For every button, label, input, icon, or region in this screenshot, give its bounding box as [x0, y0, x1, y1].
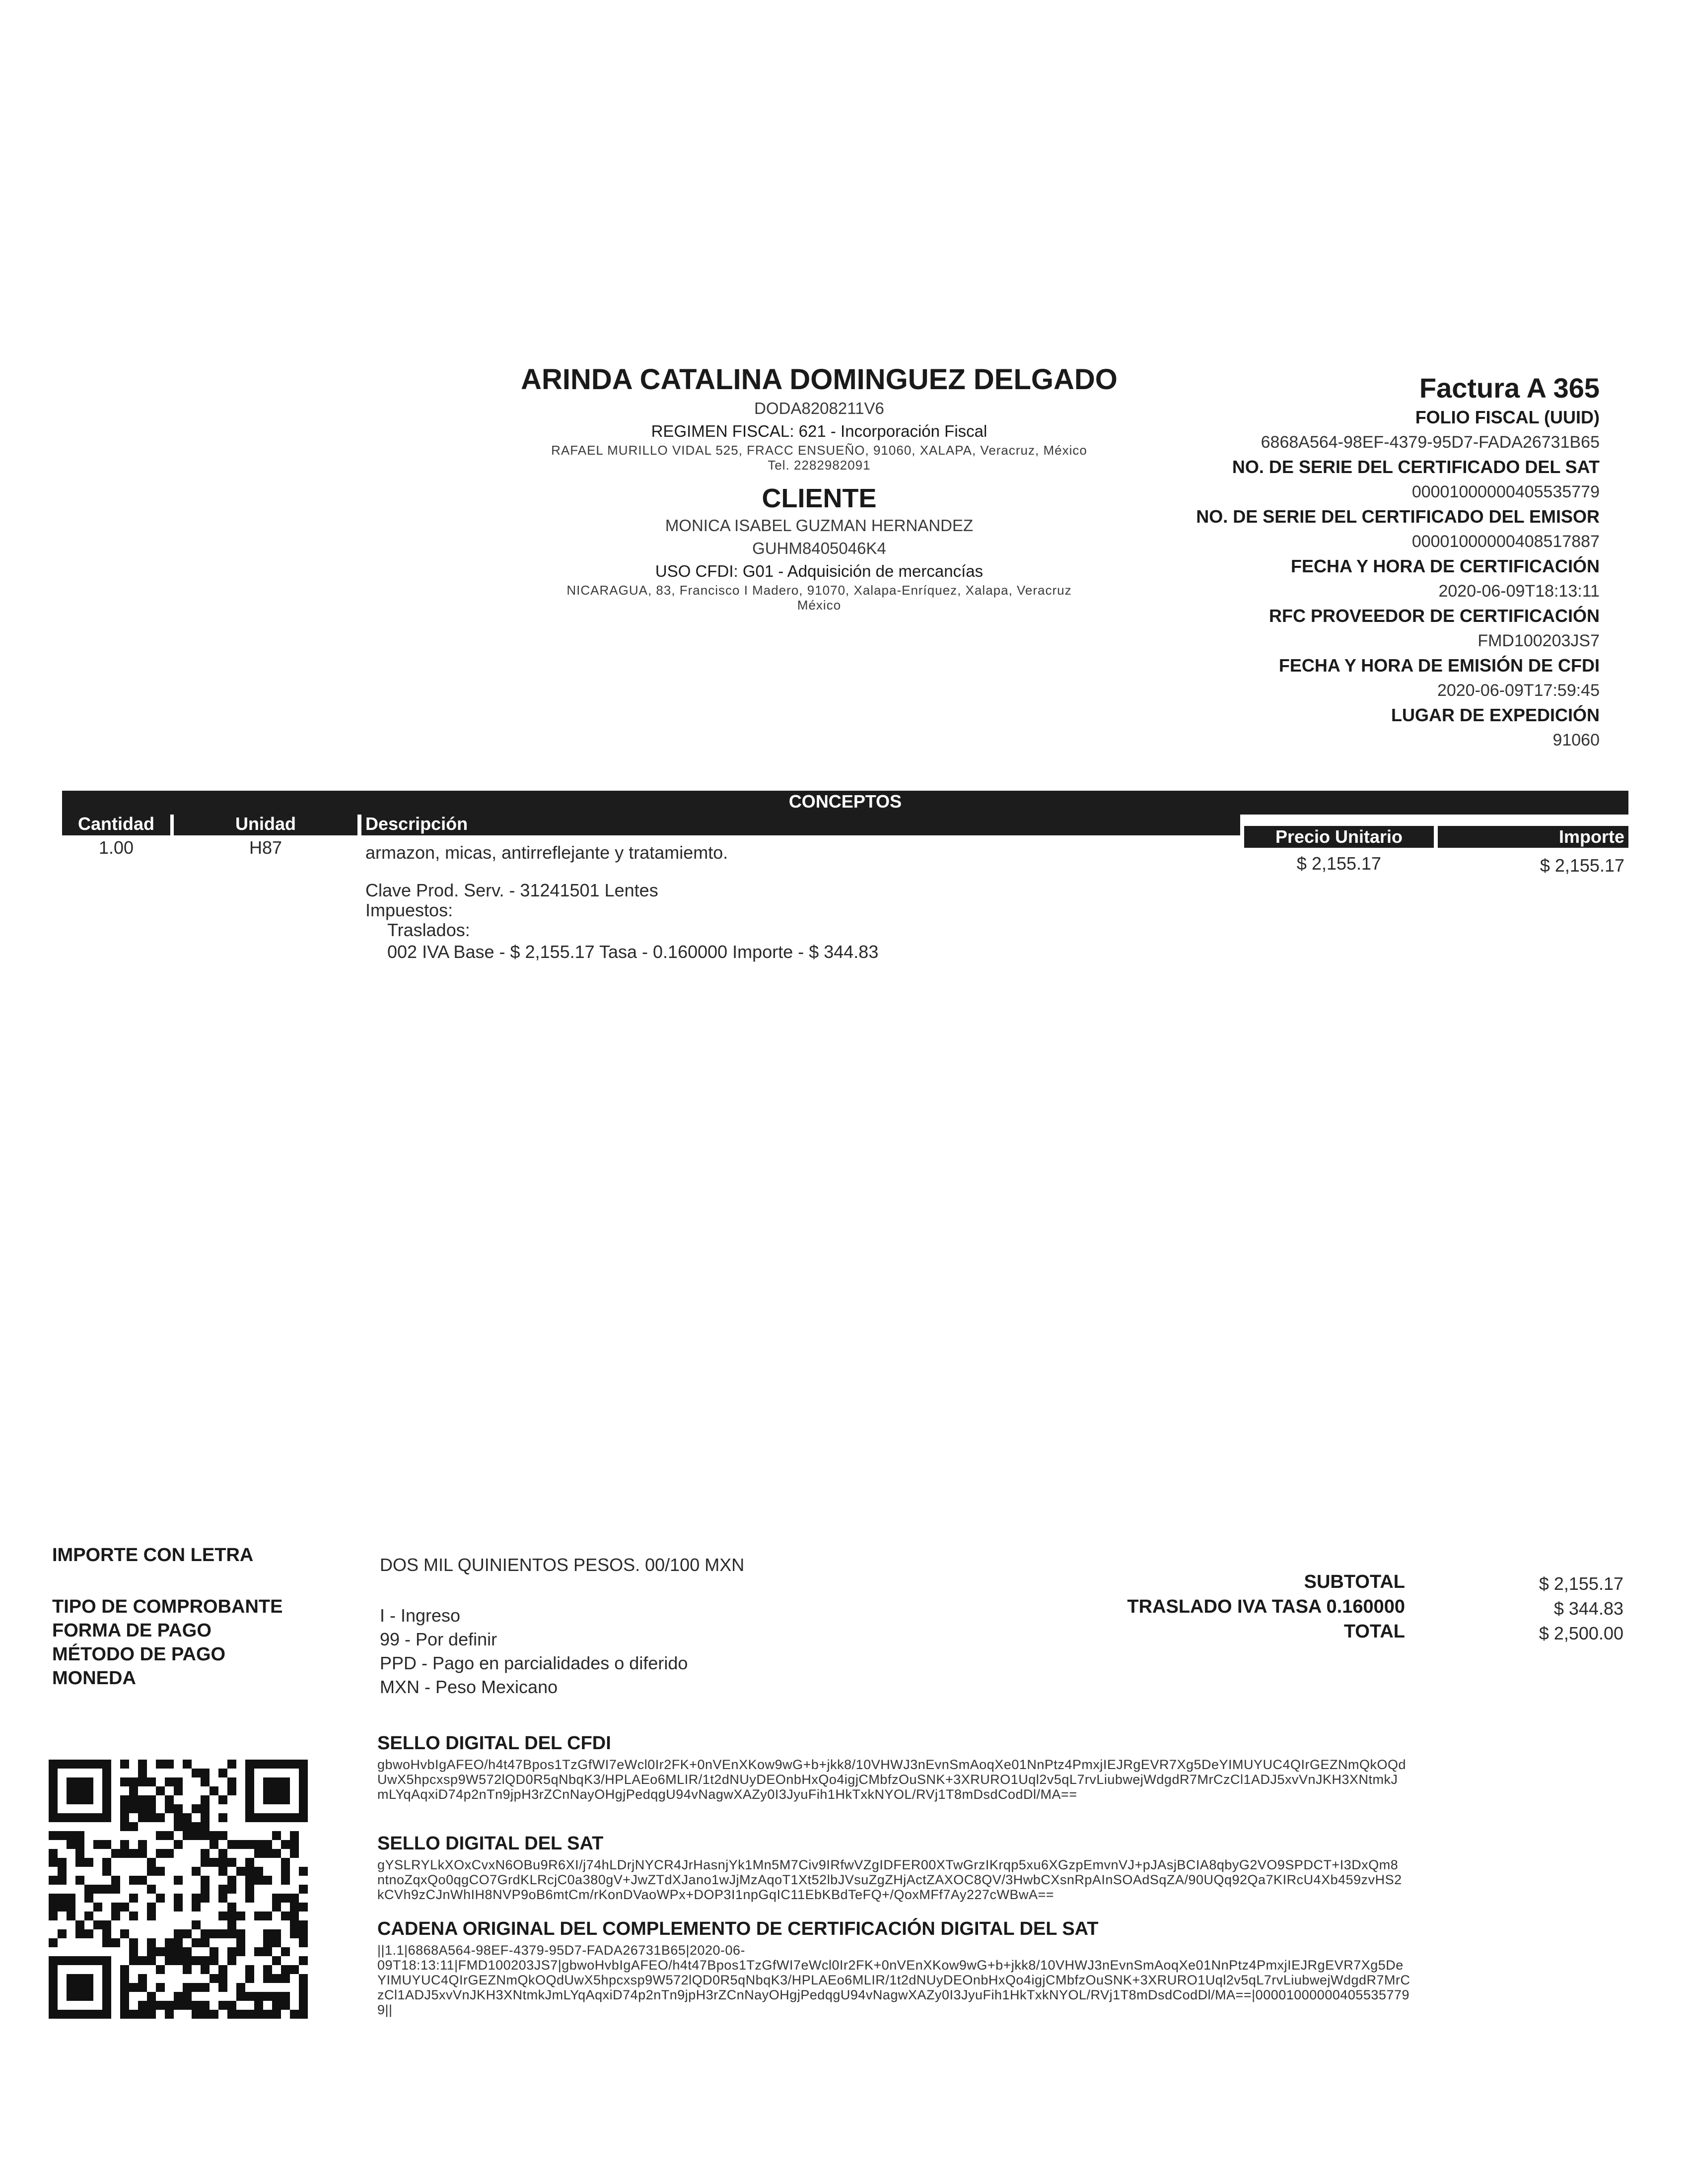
row-importe: $ 2,155.17	[1540, 855, 1624, 876]
cliente-direccion: NICARAGUA, 83, Francisco I Madero, 91070, Xalapa-Enríquez, Xalapa, Veracruz	[566, 583, 1072, 598]
moneda-value: MXN - Peso Mexicano	[380, 1677, 558, 1697]
cadena-line: 9||	[377, 2002, 393, 2017]
factura-block	[1103, 371, 1600, 752]
conceptos-bar: CONCEPTOS	[62, 791, 1628, 813]
emisor-block	[422, 362, 1216, 613]
serie-sat-label: NO. DE SERIE DEL CERTIFICADO DEL SAT	[1232, 457, 1600, 477]
row-traslados: Traslados:	[387, 920, 470, 940]
iva-value: $ 344.83	[1553, 1598, 1623, 1619]
lugar-expedicion-label: LUGAR DE EXPEDICIÓN	[1391, 705, 1600, 725]
row-clave: Clave Prod. Serv. - 31241501 Lentes	[365, 880, 658, 900]
sello-cfdi-line: gbwoHvbIgAFEO/h4t47Bpos1TzGfWI7eWcl0Ir2FK+0nVEnXKow9wG+b+jkk8/10VHWJ3nEvnSmAoqXe01NnPtz4PmxjIEJRgEVR7Xg5DeYIMUYUC4QIrGEZNmQkOQd	[377, 1757, 1407, 1772]
cadena-line: zCl1ADJ5xvVnJKH3XNtmkJmLYqAqxiD74p2nTn9jpH3rZCnNayOHgjPedqgU94vNagwXAZy0I3JyuFih1HkTxkNYOL/RVj1T8mDsdCodDl/MA==|00001000000405535779	[377, 1987, 1410, 2002]
cadena-line: YIMUYUC4QIrGEZNmQkOQdUwX5hpcxsp9W572lQD0R5qNbqK3/HPLAEo6MLIR/1t2dNUyDEOnbHxQo4igjCMbfzOuSNK+3XRURO1Uql2v5qL7rvLiubwejWdgdR7MrC	[377, 1973, 1410, 1987]
row-cantidad: 1.00	[98, 837, 134, 858]
sello-cfdi-line: mLYqAqxiD74p2nTn9jpH3rZCnNayOHgjPedqgU94vNagwXAZy0I3JyuFih1HkTxkNYOL/RVj1T8mDsdCodDl/MA==	[377, 1787, 1077, 1802]
cadena-line: ||1.1|6868A564-98EF-4379-95D7-FADA26731B65|2020-06-	[377, 1943, 746, 1958]
metodo-pago-value: PPD - Pago en parcialidades o diferido	[380, 1653, 688, 1673]
sello-cfdi-title: SELLO DIGITAL DEL CFDI	[377, 1733, 611, 1754]
total-value: $ 2,500.00	[1539, 1623, 1623, 1643]
th-cantidad: Cantidad	[62, 813, 170, 835]
sello-sat-line: ntnoZqxQo0qgCO7GrdKLRcjC0a380gV+JwZTdXJano1wJjMzAqoT1Xt52lbJVsuZgZHjActZAXOC8QV/3HwbCXsnRpAInSOAdSqZA/90UQq92Qa7KIRcU4Xb459zvHS2	[377, 1872, 1402, 1887]
lugar-expedicion-value: 91060	[1552, 731, 1600, 750]
cadena-original-text	[377, 1943, 1604, 2017]
qr-code	[49, 1760, 308, 2019]
forma-pago-label: FORMA DE PAGO	[52, 1620, 211, 1641]
cliente-title: CLIENTE	[762, 483, 877, 513]
fecha-cert-label: FECHA Y HORA DE CERTIFICACIÓN	[1290, 556, 1600, 576]
sello-cfdi-text	[377, 1757, 1604, 1802]
cliente-uso-cfdi: USO CFDI: G01 - Adquisición de mercancías	[655, 562, 984, 580]
row-impuestos: Impuestos:	[365, 900, 453, 920]
row-unidad: H87	[249, 837, 282, 858]
cadena-line: 09T18:13:11|FMD100203JS7|gbwoHvbIgAFEO/h4t47Bpos1TzGfWI7eWcl0Ir2FK+0nVEnXKow9wG+b+jkk8/10VHWJ3nEvnSmAoqXe01NnPtz4PmxjIEJRgEVR7Xg5De	[377, 1958, 1404, 1973]
row-iva: 002 IVA Base - $ 2,155.17 Tasa - 0.160000 Importe - $ 344.83	[387, 942, 879, 962]
sello-sat-text	[377, 1857, 1604, 1902]
subtotal-value: $ 2,155.17	[1539, 1573, 1623, 1594]
row-precio: $ 2,155.17	[1296, 853, 1382, 874]
rfc-proveedor-label: RFC PROVEEDOR DE CERTIFICACIÓN	[1268, 606, 1600, 626]
emisor-direccion: RAFAEL MURILLO VIDAL 525, FRACC ENSUEÑO, 91060, XALAPA, Veracruz, México	[551, 443, 1087, 458]
sello-sat-line: gYSLRYLkXOxCvxN6OBu9R6XI/j74hLDrjNYCR4JrHasnjYk1Mn5M7Civ9IRfwVZgIDFER00XTwGrzIKrqp5xu6XGzpEmvnVJ+pJAsjBCIA8qbyG2VO9SPDCT+I3DxQm8	[377, 1857, 1399, 1872]
th-unidad: Unidad	[174, 813, 357, 835]
tipo-comprobante-value: I - Ingreso	[380, 1605, 461, 1626]
serie-emisor-label: NO. DE SERIE DEL CERTIFICADO DEL EMISOR	[1196, 506, 1600, 527]
fecha-emision-value: 2020-06-09T17:59:45	[1437, 681, 1600, 700]
subtotal-label: SUBTOTAL	[1304, 1571, 1405, 1592]
sello-sat-line: kCVh9zCJnWhIH8NVP9oB6mtCm/rKonDVaoWPx+DOP3I1npGqIC11EbKBdTeFQ+/QoxMFf7Ay227cWBwA==	[377, 1887, 1055, 1902]
row-descripcion: armazon, micas, antirreflejante y tratamiemto.	[365, 842, 728, 863]
iva-label: TRASLADO IVA TASA 0.160000	[1127, 1596, 1405, 1617]
rfc-proveedor-value: FMD100203JS7	[1477, 631, 1600, 650]
emisor-regimen: REGIMEN FISCAL: 621 - Incorporación Fiscal	[651, 422, 987, 440]
factura-title: Factura A 365	[1419, 372, 1600, 404]
total-label: TOTAL	[1343, 1621, 1405, 1642]
fecha-emision-label: FECHA Y HORA DE EMISIÓN DE CFDI	[1278, 655, 1600, 676]
emisor-nombre: ARINDA CATALINA DOMINGUEZ DELGADO	[521, 363, 1118, 396]
emisor-rfc: DODA8208211V6	[754, 399, 884, 417]
folio-label: FOLIO FISCAL (UUID)	[1415, 407, 1600, 427]
sello-cfdi-line: UwX5hpcxsp9W572lQD0R5qNbqK3/HPLAEo6MLIR/1t2dNUyDEOnbHxQo4igjCMbfzOuSNK+3XRURO1Uql2v5qL7rvLiubwejWdgdR7MrCzCl1ADJ5xvVnJKH3XNtmkJ	[377, 1772, 1398, 1787]
moneda-label: MONEDA	[52, 1668, 136, 1689]
sello-sat-title: SELLO DIGITAL DEL SAT	[377, 1833, 604, 1854]
metodo-pago-label: MÉTODO DE PAGO	[52, 1644, 226, 1665]
importe-letra-value: DOS MIL QUINIENTOS PESOS. 00/100 MXN	[380, 1555, 745, 1575]
importe-letra-label: IMPORTE CON LETRA	[52, 1545, 254, 1566]
th-precio-unitario: Precio Unitario	[1244, 826, 1434, 848]
fecha-cert-value: 2020-06-09T18:13:11	[1438, 582, 1600, 601]
forma-pago-value: 99 - Por definir	[380, 1629, 497, 1649]
th-importe: Importe	[1438, 826, 1628, 848]
serie-emisor-value: 00001000000408517887	[1411, 532, 1600, 551]
emisor-telefono: Tel. 2282982091	[768, 458, 871, 473]
cadena-original-title: CADENA ORIGINAL DEL COMPLEMENTO DE CERTIFICACIÓN DIGITAL DEL SAT	[377, 1918, 1099, 1939]
folio-value: 6868A564-98EF-4379-95D7-FADA26731B65	[1261, 433, 1600, 452]
cliente-pais: México	[797, 598, 842, 613]
th-descripcion: Descripción	[361, 813, 1240, 835]
cliente-nombre: MONICA ISABEL GUZMAN HERNANDEZ	[665, 516, 974, 535]
cliente-rfc: GUHM8405046K4	[752, 539, 886, 557]
tipo-comprobante-label: TIPO DE COMPROBANTE	[52, 1596, 283, 1617]
serie-sat-value: 00001000000405535779	[1411, 482, 1600, 501]
